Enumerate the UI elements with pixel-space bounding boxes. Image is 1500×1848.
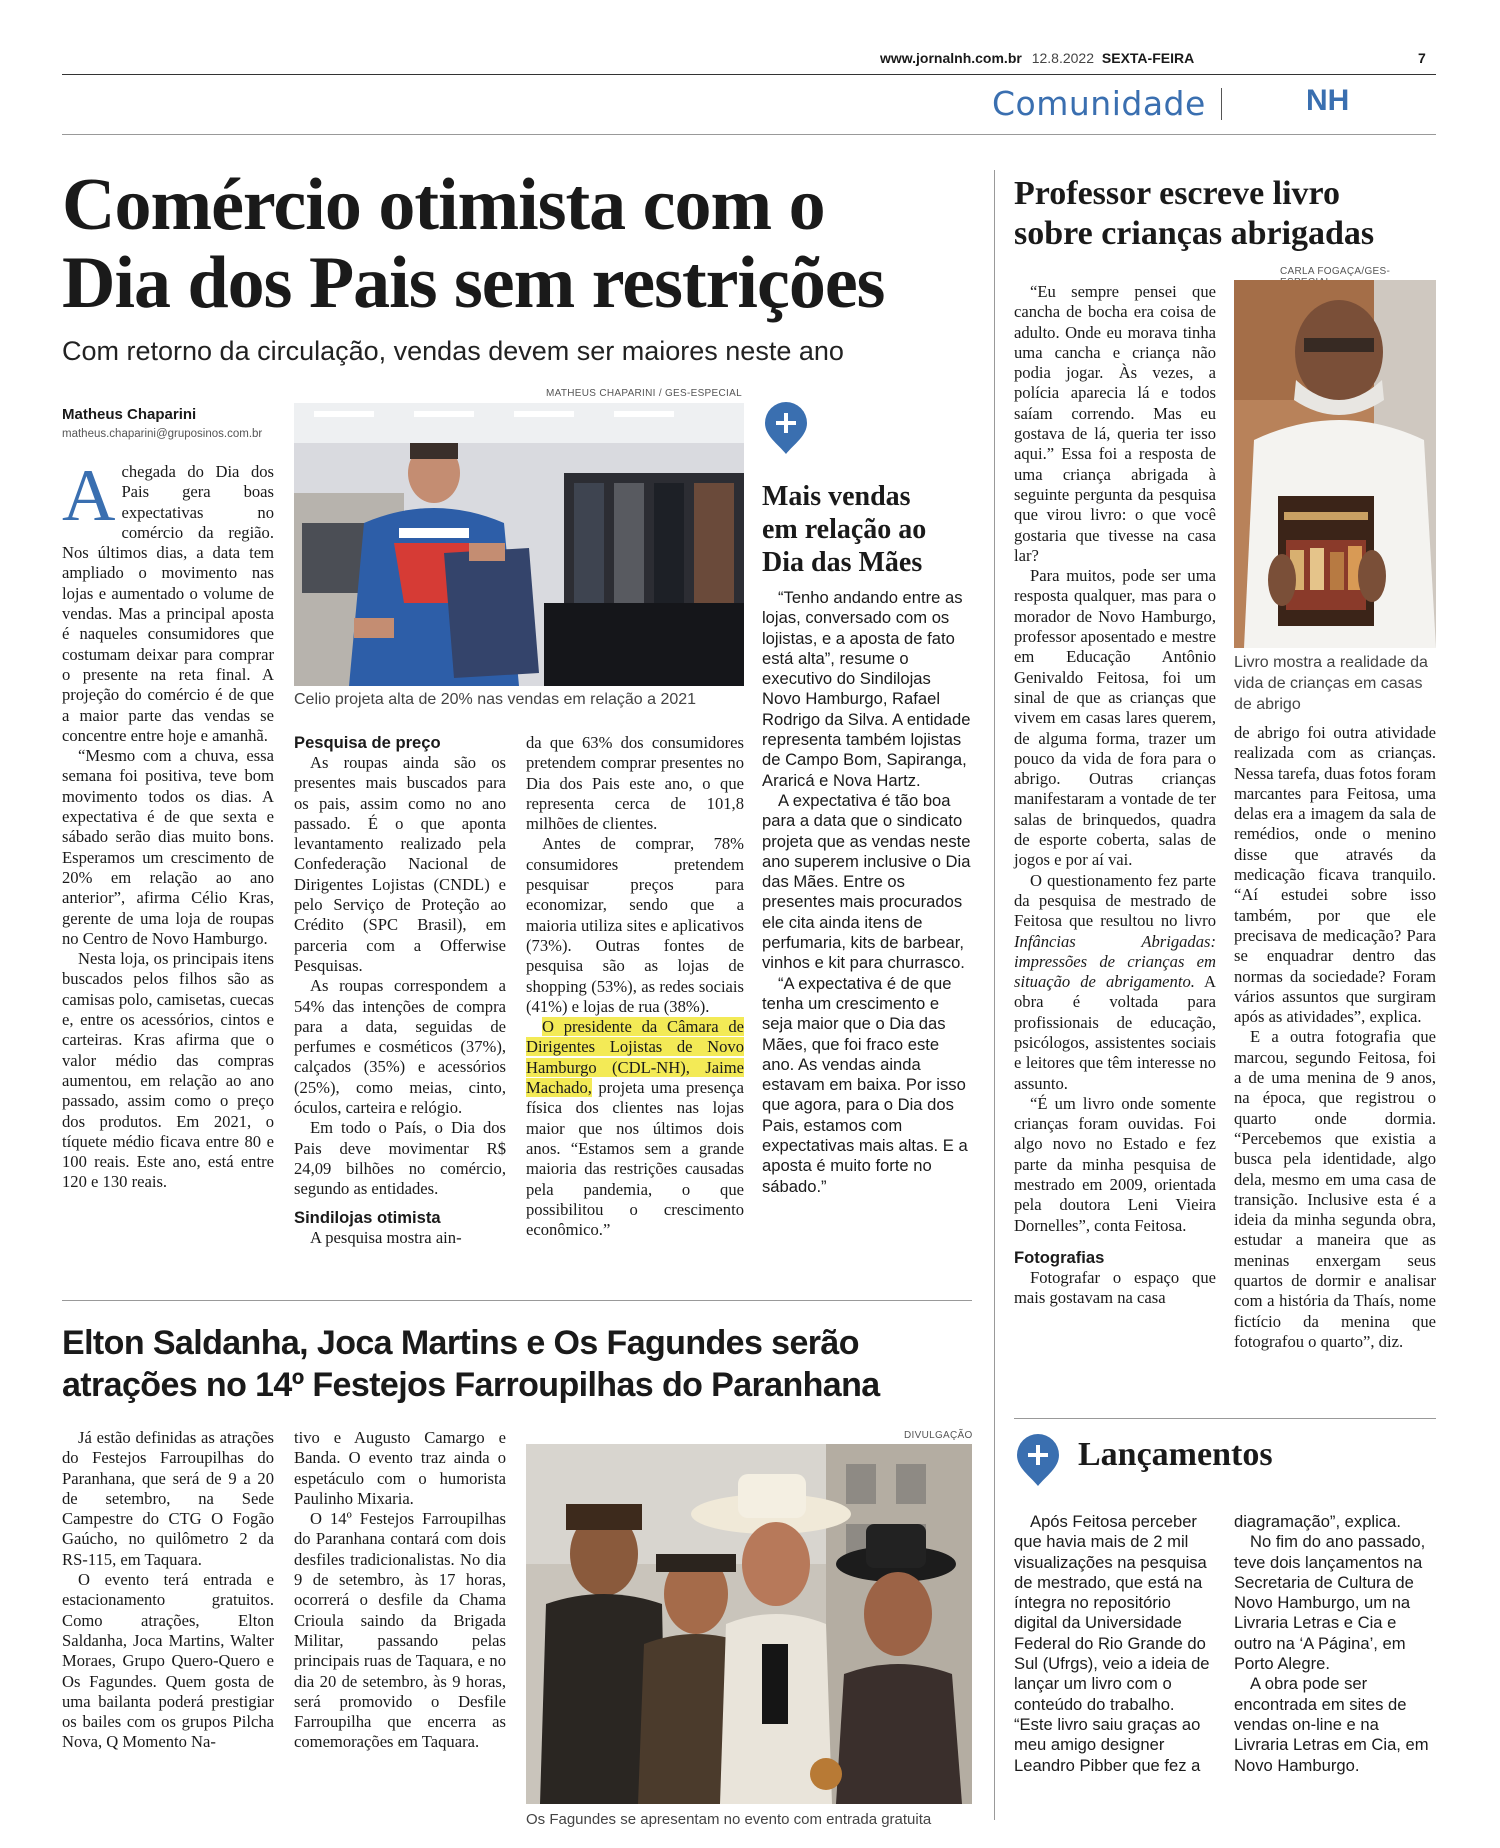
lancamentos-col2-p3: A obra pode ser encontrada em sites de vendas on-line e na Livraria Letras em Cia, em Novo Hamburgo. xyxy=(1234,1674,1429,1775)
lancamentos-col-1 xyxy=(1014,1512,1214,1776)
header-top-rule xyxy=(62,74,1436,75)
section-divider xyxy=(1221,88,1222,120)
main-photo-credit: MATHEUS CHAPARINI / GES-ESPECIAL xyxy=(546,388,742,399)
lancamentos-col2-p2: No fim do ano passado, teve dois lançamentos na Secretaria de Cultura de Novo Hamburgo, um na Livraria Letras e Cia e outro na ‘A Página’, em Porto Alegre. xyxy=(1234,1532,1426,1674)
main-col2-p3: Em todo o País, o Dia dos Pais deve movimentar R$ 24,09 bilhões no comércio, segundo as entidades. xyxy=(294,1118,506,1199)
plus-pin-icon xyxy=(762,400,810,456)
lancamentos-title: Lançamentos xyxy=(1078,1436,1273,1473)
professor-col1-p4: “É um livro onde somente crianças foram ouvidas. Foi algo novo no Estado e fez parte da minha pesquisa de mestrado em 2009, orientada pela doutora Leni Vieira Dornelles”, conta Feitosa. xyxy=(1014,1093,1216,1235)
festejos-col2-p1: tivo e Augusto Camargo e Banda. O evento traz ainda o espetáculo com o humorista Paulinho Mixaria. xyxy=(294,1428,506,1508)
professor-col1-p3: O questionamento fez parte da pesquisa de mestrado de Feitosa que resultou no livro Infâncias Abrigadas: impressões de crianças em situação de abrigamento. A obra é voltada para profissionais de educação, psicólogos, assistentes sociais e leitores que têm interesse no assunto. xyxy=(1014,870,1216,1093)
main-col3-p2: Antes de comprar, 78% consumidores pretendem pesquisar preços para economizar, sendo que a maioria utiliza sites e aplicativos (73%). Outras fontes de pesquisa são as lojas de shopping (53%), as redes sociais (41%) e lojas de rua (38%). xyxy=(526,834,744,1016)
festejos-article xyxy=(62,1300,972,1840)
header-date: 12.8.2022 xyxy=(1031,50,1095,66)
header-bottom-rule xyxy=(62,134,1436,135)
main-col2-p1: As roupas ainda são os presentes mais buscados para os pais, assim como no ano passado. É o que aponta levantamento realizado pela Confederação Nacional de Dirigentes Lojistas (CNDL) e pelo Serviço de Proteção ao Crédito (SPC Brasil), em parceria com a Offerwise Pesquisas. xyxy=(294,753,506,975)
lancamentos-box xyxy=(1014,1418,1436,1838)
lancamentos-top-rule xyxy=(1014,1418,1436,1419)
dropcap: A xyxy=(62,455,116,537)
professor-col1-p1: “Eu sempre pensei que cancha de bocha era coisa de adulto. Onde eu morava tinha uma cancha e criança não podia jogar. Às vezes, a polícia aparecia lá e todos saíam correndo. Mas eu gostava de lá, queria ter isso aqui.” Essa foi a resposta de uma criança abrigada à seguinte pergunta da pesquisa que virou livro: o que você gostaria que tivesse na casa lar? xyxy=(1014,282,1216,565)
main-photo-caption: Celio projeta alta de 20% nas vendas em relação a 2021 xyxy=(294,691,697,708)
professor-col1-p5: Fotografar o espaço que mais gostavam na casa xyxy=(1014,1267,1216,1308)
lancamentos-col2-p1: diagramação”, explica. xyxy=(1234,1512,1401,1531)
main-col1-p1: Achegada do Dia dos Pais gera boas expectativas no comércio da região. Nos últimos dias, a data tem ampliado o movimento nas lojas e aumentado o volume de vendas. Mas a principal aposta é naqueles consumidores que costumam deixar para comprar o presente na reta final. A projeção do comércio é de que a maior parte das vendas se concentre entre hoje e amanhã. xyxy=(62,455,274,745)
sidebar-mais-vendas xyxy=(762,400,972,1290)
festejos-photo-illustration xyxy=(526,1444,972,1804)
main-photo xyxy=(294,403,744,686)
subhead-sindilojas: Sindilojas otimista xyxy=(294,1207,441,1227)
professor-photo-caption: Livro mostra a realidade da vida de crianças em casas de abrigo xyxy=(1234,654,1428,713)
main-col-1 xyxy=(62,455,274,1193)
festejos-top-rule xyxy=(62,1300,972,1301)
main-col2-p2: As roupas correspondem a 54% das intenções de compra para a data, seguidas de perfumes e cosméticos (37%), calçados (35%) e acessórios (25%), como meias, cinto, óculos, carteira e relógio. xyxy=(294,976,506,1118)
festejos-photo xyxy=(526,1444,972,1804)
professor-photo-illustration xyxy=(1234,280,1436,648)
page-header xyxy=(0,0,1500,140)
header-weekday: SEXTA-FEIRA xyxy=(1101,50,1195,66)
main-col1-p3: Nesta loja, os principais itens buscados pelos filhos são as camisas polo, camisetas, cuecas e, entre os acessórios, cintos e carteiras. Kras afirma que o valor médio das compras aumentou, em relação ao ano passado, assim como o preço dos produtos. Em 2021, o tíquete médio ficava entre 80 e 100 reais. Este ano, está entre 120 e 130 reais. xyxy=(62,949,274,1192)
author-email[interactable]: matheus.chaparini@gruposinos.com.br xyxy=(62,428,263,440)
highlighted-text: O presidente da Câmara de Dirigentes Lojistas de Novo Hamburgo (CDL-NH), Jaime Machado, xyxy=(526,1017,744,1098)
main-col-2 xyxy=(294,733,506,1248)
main-col-3 xyxy=(526,733,744,1240)
author-name: Matheus Chaparini xyxy=(62,406,197,423)
main-headline-line2: Dia dos Pais sem restrições xyxy=(62,242,885,324)
festejos-col-2 xyxy=(294,1428,506,1753)
book-title: Infâncias Abrigadas: impressões de crianças em situação de abrigamento. xyxy=(1014,931,1216,992)
festejos-col1-p2: O evento terá entrada e estacionamento gratuitos. Como atrações, Elton Saldanha, Joca Martins, Walter Moraes, Grupo Quero-Quero e Os Fagundes. Quem gosta de uma bailanta poderá prestigiar os bailes com os grupos Pilcha Nova, Q Momento Na- xyxy=(62,1570,274,1752)
main-col2-p4: A pesquisa mostra ain- xyxy=(310,1227,462,1247)
main-col1-p2: “Mesmo com a chuva, essa semana foi positiva, teve bom movimento todos os dias. A expectativa é de que sexta e sábado serão dias muito bons. Esperamos um crescimento de 20% em relação ao ano anterior”, afirma Célio Kras, gerente de uma loja de roupas no Centro de Novo Hamburgo. xyxy=(62,746,274,948)
professor-article xyxy=(1014,170,1436,1410)
sidebar-mais-body xyxy=(762,588,974,1197)
lancamentos-col-2 xyxy=(1234,1512,1436,1776)
lancamentos-col1-p1: Após Feitosa perceber que havia mais de 2 mil visualizações na pesquisa de mestrado, que está na íntegra no repositório digital da Universidade Federal do Rio Grande do Sul (Ufrgs), veio a ideia de lançar um livro com o conteúdo do trabalho. “Este livro saiu graças ao meu amigo designer Leandro Pibber que fez a xyxy=(1014,1512,1210,1775)
main-col3-p1: da que 63% dos consumidores pretendem comprar presentes no Dia dos Pais este ano, o que representa cerca de 101,8 milhões de clientes. xyxy=(526,733,744,834)
subhead-fotografias: Fotografias xyxy=(1014,1247,1105,1267)
store-photo-illustration xyxy=(294,403,744,686)
professor-col2-p1: de abrigo foi outra atividade realizada com as crianças. Nessa tarefa, duas fotos foram marcantes para Feitosa, uma delas era a imagem da sala de remédios, onde o menino disse que através da medicação ficava tranquilo. “Aí estudei sobre isso também, por que ele precisava de medicação? Para se enquadrar dentro das normas da sociedade? Foram vários assuntos que surgiram após as atividades”, explica. xyxy=(1234,723,1436,1027)
professor-col-1 xyxy=(1014,282,1216,1309)
main-headline xyxy=(62,166,884,322)
professor-col-2 xyxy=(1234,723,1436,1352)
header-meta xyxy=(880,50,1194,66)
sidebar-mais-p2: A expectativa é tão boa para a data que o sindicato projeta que as vendas neste ano superem inclusive o Dia das Mães. Entre os presentes mais procurados ele cita ainda itens de perfumaria, kits de barbear, vinhos e kit para churrasco. xyxy=(762,790,971,973)
main-col3-p3: O presidente da Câmara de Dirigentes Lojistas de Novo Hamburgo (CDL-NH), Jaime Machado, projeta uma presença física dos clientes nas lojas maior que nos últimos dois anos. “Estamos sem a grande maioria das restrições causadas pela pandemia, o que possibilitou o crescimento econômico.” xyxy=(526,1017,744,1240)
sidebar-mais-p3: “A expectativa é de que tenha um crescimento e seja maior que o Dia das Mães, que foi fraco este ano. As vendas ainda estavam em baixa. Por isso que agora, para o Dia dos Pais, estamos com expectativas mais altas. E a aposta é muito forte no sábado.” xyxy=(762,973,968,1196)
professor-photo-credit: CARLA FOGAÇA/GES- xyxy=(1280,266,1391,277)
nh-logo: NH xyxy=(1306,84,1350,117)
professor-col2-p2: E a outra fotografia que marcou, segundo Feitosa, foi a de uma menina de 9 anos, na época, que registrou o quarto onde dormia. “Percebemos que existia a busca pela identidade, algo dela, mesmo em uma casa de transição. Inclusive esta é a ideia da minha segunda obra, estudar a maneira que as meninas enxergam seus quartos de dormir e analisar com a história da Thaís, nome fictício da menina que fotografou o quarto”, diz. xyxy=(1234,1027,1436,1351)
sidebar-mais-p1: “Tenho andando entre as lojas, conversado com os lojistas, e a aposta de fato está alta”, resume o executivo do Sindilojas Novo Hamburgo, Rafael Rodrigo da Silva. A entidade representa também lojistas de Campo Bom, Sapiranga, Araricá e Nova Hartz. xyxy=(762,588,971,790)
header-url[interactable]: www.jornalnh.com.br xyxy=(880,50,1022,66)
festejos-photo-credit: DIVULGAÇÃO xyxy=(904,1430,973,1441)
festejos-col1-p1: Já estão definidas as atrações do Festejos Farroupilhas do Paranhana, que será de 9 a 20 de setembro, na Sede Campestre do CTG O Fogão Gaúcho, no quilômetro 2 da RS-115, em Taquara. xyxy=(62,1428,274,1569)
column-divider xyxy=(994,170,995,1820)
festejos-col2-p2: O 14º Festejos Farroupilhas do Paranhana contará com dois desfiles tradicionalistas. No dia 9 de setembro, às 17 horas, ocorrerá o desfile da Chama Crioula saindo da Brigada Militar, passando pelas principais ruas de Taquara, e no dia 20 de setembro, às 9 horas, será promovido o Desfile Farroupilha que encerra as comemorações em Taquara. xyxy=(294,1509,506,1752)
sidebar-mais-title: Mais vendas em relação ao Dia das Mães xyxy=(762,481,927,578)
festejos-col-1 xyxy=(62,1428,274,1753)
main-subheadline: Com retorno da circulação, vendas devem ser maiores neste ano xyxy=(62,336,844,366)
subhead-pesquisa: Pesquisa de preço xyxy=(294,733,441,752)
professor-photo xyxy=(1234,280,1436,648)
plus-pin-icon xyxy=(1014,1432,1062,1488)
professor-headline: Professor escreve livro sobre crianças abrigadas xyxy=(1014,175,1375,252)
main-headline-line1: Comércio otimista com o xyxy=(62,164,825,246)
professor-col1-p2: Para muitos, pode ser uma resposta qualquer, mas para o morador de Novo Hamburgo, professor aposentado e mestre em Educação Antônio Genivaldo Feitosa, foi um sinal de que as crianças que vivem em casas lares querem, de alguma forma, trazer um pouco da vida de fora para o abrigo. Outras crianças manifestaram a vontade de ter salas de brinquedos, quadra de esporte coberta, salas de jogos e por aí vai. xyxy=(1014,566,1216,870)
page-number: 7 xyxy=(1418,50,1426,66)
festejos-headline: Elton Saldanha, Joca Martins e Os Fagundes serão atrações no 14º Festejos Farroupilhas do Paranhana xyxy=(62,1324,880,1404)
festejos-photo-caption: Os Fagundes se apresentam no evento com entrada gratuita xyxy=(526,1811,932,1828)
section-name: Comunidade xyxy=(992,84,1206,123)
